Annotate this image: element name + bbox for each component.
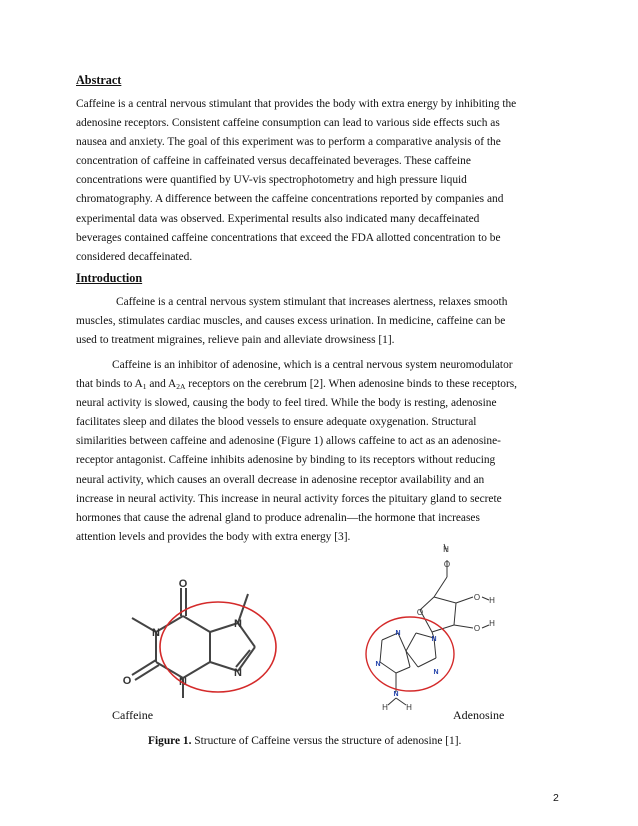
intro-line: receptor antagonist. Caffeine inhibits adenosine by binding to its receptors without reducing — [76, 454, 496, 467]
intro-line: used to treatment migraines, relieve pain and alleviate drowsiness [1]. — [76, 334, 395, 347]
atom-label: N — [179, 676, 187, 688]
page-number: 2 — [553, 792, 559, 804]
figure-caption — [148, 735, 461, 747]
imidazole-highlight — [160, 602, 276, 692]
atom-label: H — [489, 596, 495, 605]
abstract-line: considered decaffeinated. — [76, 250, 193, 263]
abstract-line: beverages contained caffeine concentrations that exceed the FDA allotted concentration to be — [76, 231, 501, 244]
intro-line: attention levels and provides the body with extra energy [3]. — [76, 530, 351, 543]
atom-label: N — [152, 627, 160, 639]
atom-label: N — [433, 669, 439, 676]
caffeine-structure — [110, 572, 280, 702]
adenosine-structure — [358, 540, 498, 715]
atom-label: N — [234, 667, 242, 679]
abstract-line: concentration of caffeine in caffeinated versus decaffeinated beverages. These caffeine — [76, 155, 471, 168]
abstract-line: adenosine receptors. Consistent caffeine consumption can lead to various side effects such as — [76, 117, 500, 130]
atom-label: O — [473, 624, 481, 633]
text-run: that binds to A — [76, 378, 143, 391]
introduction-paragraph-2 — [76, 356, 566, 547]
atom-label: N — [375, 661, 381, 668]
intro-line: hormones that cause the adrenal gland to produce adrenalin—the hormone that increases — [76, 511, 480, 524]
adenosine-label: Adenosine — [453, 708, 505, 722]
atom-label: N — [234, 618, 242, 630]
intro-line: neural activity is slowed, causing the body to feel tired. While the body is resting, adenosine — [76, 397, 497, 410]
introduction-heading: Introduction — [76, 271, 143, 285]
atom-label: O — [443, 560, 451, 569]
intro-line: neural activity, which causes an overall decrease in adenosine receptor availability and an — [76, 473, 485, 486]
text-run: receptors on the cerebrum [2]. When adenosine binds to these receptors, — [185, 378, 518, 391]
intro-line: Caffeine is a central nervous system stimulant that increases alertness, relaxes smooth — [116, 296, 508, 308]
introduction-paragraph-1 — [76, 293, 566, 350]
purine-highlight — [366, 617, 454, 691]
intro-line: facilitates sleep and dilates the blood vessels to ensure adequate oxygenation. Structural — [76, 416, 477, 429]
abstract-line: chromatography. A difference between the caffeine concentrations reported by companies and — [76, 193, 504, 206]
caffeine-label: Caffeine — [112, 708, 154, 722]
subscript: 2A — [176, 382, 186, 392]
abstract-paragraph — [76, 95, 566, 267]
atom-label: N — [395, 630, 401, 637]
intro-line-receptors — [76, 375, 566, 394]
atom-label: N — [393, 691, 399, 698]
intro-line: Caffeine is an inhibitor of adenosine, which is a central nervous system neuromodulator — [112, 359, 513, 371]
figure-caption-label: Figure 1. — [148, 735, 192, 747]
abstract-line: Caffeine is a central nervous stimulant that provides the body with extra energy by inhibiting the — [76, 98, 517, 110]
text-run: and A — [146, 378, 177, 391]
atom-label: H — [382, 703, 388, 712]
intro-line: muscles, stimulates cardiac muscles, and causes excess urination. In medicine, caffeine can be — [76, 315, 506, 328]
abstract-line: nausea and anxiety. The goal of this experiment was to perform a comparative analysis of the — [76, 136, 501, 149]
atom-label: O — [473, 593, 481, 602]
intro-line: increase in neural activity. This increase in neural activity forces the pituitary gland to secrete — [76, 492, 502, 505]
intro-line: similarities between caffeine and adenosine (Figure 1) allows caffeine to act as an adenosine- — [76, 435, 501, 448]
subscript: 1 — [142, 382, 147, 392]
abstract-line: concentrations were quantified by UV-vis spectrophotometry and high pressure liquid — [76, 174, 467, 187]
abstract-line: experimental data was observed. Experimental results also indicated many decaffeinated — [76, 212, 480, 225]
atom-label: N — [431, 636, 437, 643]
atom-label: O — [178, 578, 188, 590]
atom-label: H — [443, 545, 449, 554]
atom-label: O — [416, 608, 424, 617]
atom-label: H — [489, 619, 495, 628]
abstract-heading: Abstract — [76, 73, 122, 87]
atom-label: O — [122, 675, 132, 687]
atom-label: H — [406, 703, 412, 712]
figure-caption-text: Structure of Caffeine versus the structure of adenosine [1]. — [191, 735, 462, 747]
